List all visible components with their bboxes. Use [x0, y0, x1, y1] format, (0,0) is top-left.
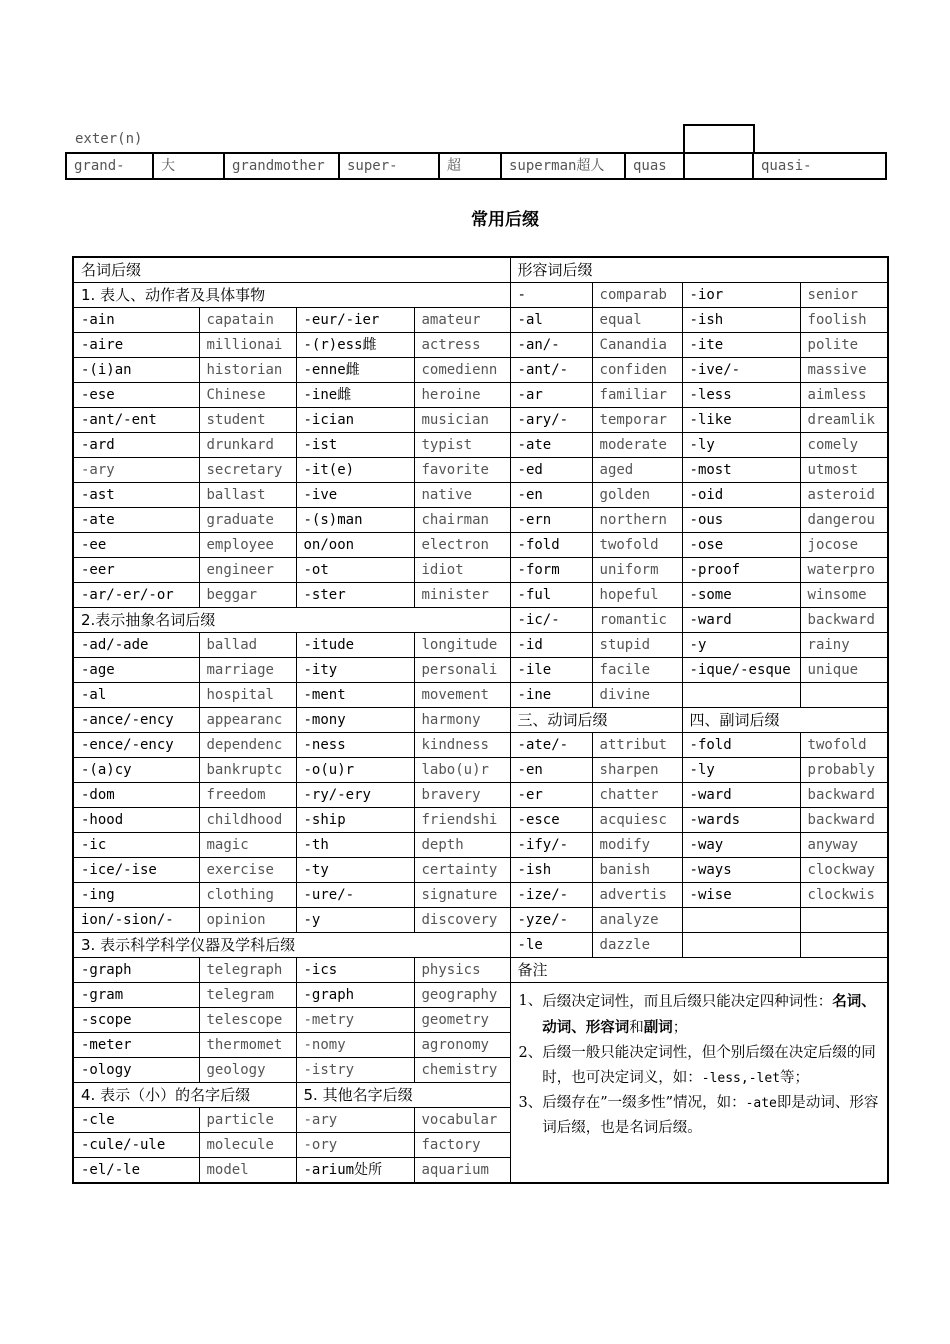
example-cell: harmony	[414, 708, 510, 733]
note-item	[519, 1091, 882, 1141]
example-cell: uniform	[592, 558, 682, 583]
suffix-cell: -way	[682, 833, 800, 858]
suffix-cell: -ary	[73, 458, 199, 483]
suffix-cell: -ad/-ade	[73, 633, 199, 658]
suffix-cell: -(i)an	[73, 358, 199, 383]
example-cell	[800, 933, 888, 958]
prefix-cell: quasi-	[753, 153, 886, 179]
meaning-cell: 超	[439, 153, 501, 179]
note-number: 2、	[518, 1045, 543, 1061]
adv-suffix-header: 四、副词后缀	[682, 708, 888, 733]
example-cell: drunkard	[199, 433, 296, 458]
suffix-cell: -ive/-	[682, 358, 800, 383]
suffix-cell: -ile	[510, 658, 592, 683]
suffix-cell: -form	[510, 558, 592, 583]
suffix-cell: -ite	[682, 333, 800, 358]
table-row	[73, 283, 888, 308]
example-cell: golden	[592, 483, 682, 508]
suffix-cell: -ot	[296, 558, 414, 583]
example-cell: student	[199, 408, 296, 433]
example-cell: molecule	[199, 1133, 296, 1158]
suffix-cell: -ior	[682, 283, 800, 308]
suffix-cell: -ly	[682, 433, 800, 458]
suffix-cell: -oid	[682, 483, 800, 508]
example-cell: rainy	[800, 633, 888, 658]
example-cell: movement	[414, 683, 510, 708]
example-cell: certainty	[414, 858, 510, 883]
suffix-cell: -ics	[296, 958, 414, 983]
suffix-cell: -id	[510, 633, 592, 658]
example-cell: facile	[592, 658, 682, 683]
example-cell: temporar	[592, 408, 682, 433]
example-cell: attribut	[592, 733, 682, 758]
example-cell: probably	[800, 758, 888, 783]
example-cell: magic	[199, 833, 296, 858]
suffix-cell: -graph	[296, 983, 414, 1008]
example-cell: familiar	[592, 383, 682, 408]
suffix-cell: on/oon	[296, 533, 414, 558]
table-row	[73, 308, 888, 333]
suffix-cell: -ward	[682, 783, 800, 808]
suffix-cell: -esce	[510, 808, 592, 833]
suffix-cell: -ways	[682, 858, 800, 883]
suffix-cell: -istry	[296, 1058, 414, 1083]
example-cell: idiot	[414, 558, 510, 583]
example-cell: labo(u)r	[414, 758, 510, 783]
example-cell: waterpro	[800, 558, 888, 583]
suffix-cell: -ese	[73, 383, 199, 408]
table-row	[73, 783, 888, 808]
suffix-cell: -ary	[296, 1108, 414, 1133]
suffix-cell: -ry/-ery	[296, 783, 414, 808]
suffix-cell: -fold	[510, 533, 592, 558]
example-cell: telescope	[199, 1008, 296, 1033]
empty-box-top	[683, 124, 755, 154]
suffix-cell: -ate	[73, 508, 199, 533]
suffix-cell: -wise	[682, 883, 800, 908]
example-cell: actress	[414, 333, 510, 358]
example-cell: geology	[199, 1058, 296, 1083]
suffix-cell: -ician	[296, 408, 414, 433]
example-cell: typist	[414, 433, 510, 458]
table-row	[73, 933, 888, 958]
suffix-cell: -ary/-	[510, 408, 592, 433]
table-row	[73, 808, 888, 833]
example-cell: bravery	[414, 783, 510, 808]
table-row	[73, 583, 888, 608]
example-cell: asteroid	[800, 483, 888, 508]
example-cell	[800, 683, 888, 708]
example-cell: personali	[414, 658, 510, 683]
note-text: 后缀一般只能决定词性，但个别后缀在决定后缀的同时，也可决定词义，如：-less,-let等；	[542, 1045, 876, 1086]
note-text: 后缀决定词性，而且后缀只能决定四种词性：名词、动词、形容词和副词；	[542, 993, 876, 1036]
example-cell: kindness	[414, 733, 510, 758]
example-cell: Chinese	[199, 383, 296, 408]
table-row	[73, 908, 888, 933]
suffix-cell: -ee	[73, 533, 199, 558]
example-cell: equal	[592, 308, 682, 333]
suffix-cell: -ic	[73, 833, 199, 858]
table-row	[73, 658, 888, 683]
example-cell: anyway	[800, 833, 888, 858]
example-cell: moderate	[592, 433, 682, 458]
table-row	[73, 683, 888, 708]
suffix-cell: -scope	[73, 1008, 199, 1033]
suffix-cell: -nomy	[296, 1033, 414, 1058]
suffix-cell: -le	[510, 933, 592, 958]
suffix-cell: -mony	[296, 708, 414, 733]
table-row	[73, 333, 888, 358]
suffix-cell: -like	[682, 408, 800, 433]
adj-suffix-header: 形容词后缀	[510, 257, 888, 283]
table-row	[73, 358, 888, 383]
example-cell: sharpen	[592, 758, 682, 783]
suffix-cell: -al	[510, 308, 592, 333]
example-cell: childhood	[199, 808, 296, 833]
suffix-cell: -ward	[682, 608, 800, 633]
example-cell: engineer	[199, 558, 296, 583]
suffix-cell: -ure/-	[296, 883, 414, 908]
top-prefix-table	[65, 152, 887, 180]
example-cell: longitude	[414, 633, 510, 658]
example-cell: geometry	[414, 1008, 510, 1033]
table-row	[73, 633, 888, 658]
suffix-cell: -ly	[682, 758, 800, 783]
example-cell: agronomy	[414, 1033, 510, 1058]
suffix-cell: -ist	[296, 433, 414, 458]
section-header: 3. 表示科学科学仪器及学科后缀	[73, 933, 510, 958]
example-cell: vocabular	[414, 1108, 510, 1133]
table-row	[73, 883, 888, 908]
example-cell: particle	[199, 1108, 296, 1133]
suffix-cell: -ology	[73, 1058, 199, 1083]
example-cell: ballast	[199, 483, 296, 508]
suffix-cell: -(a)cy	[73, 758, 199, 783]
note-number: 1、	[518, 993, 543, 1009]
suffix-cell: -ar	[510, 383, 592, 408]
suffix-cell: -graph	[73, 958, 199, 983]
suffix-cell: -less	[682, 383, 800, 408]
example-cell: clothing	[199, 883, 296, 908]
suffix-cell: -ine雌	[296, 383, 414, 408]
example-cell: chairman	[414, 508, 510, 533]
example-cell: amateur	[414, 308, 510, 333]
table-row	[73, 408, 888, 433]
suffix-cell: -en	[510, 758, 592, 783]
example-cell: telegram	[199, 983, 296, 1008]
suffix-cell: -ate	[510, 433, 592, 458]
table-row	[73, 257, 888, 283]
example-cell: twofold	[800, 733, 888, 758]
suffix-cell: -ed	[510, 458, 592, 483]
suffix-cell: -ant/-	[510, 358, 592, 383]
suffix-cell: -ence/-ency	[73, 733, 199, 758]
table-row	[73, 433, 888, 458]
example-cell: comparab	[592, 283, 682, 308]
table-row	[73, 708, 888, 733]
suffix-cell: -meter	[73, 1033, 199, 1058]
table-row	[73, 833, 888, 858]
suffix-cell: -el/-le	[73, 1158, 199, 1184]
suffix-cell: -it(e)	[296, 458, 414, 483]
example-cell: thermomet	[199, 1033, 296, 1058]
example-cell	[800, 908, 888, 933]
suffix-cell: -ard	[73, 433, 199, 458]
suffix-cell: -ern	[510, 508, 592, 533]
suffix-cell	[682, 933, 800, 958]
example-cell: backward	[800, 783, 888, 808]
example-cell: comedienn	[414, 358, 510, 383]
suffix-cell: -ose	[682, 533, 800, 558]
example-cell: employee	[199, 533, 296, 558]
example-cell: chatter	[592, 783, 682, 808]
example-cell: geography	[414, 983, 510, 1008]
table-row	[73, 508, 888, 533]
suffix-cell: -ness	[296, 733, 414, 758]
example-cell: backward	[800, 808, 888, 833]
suffix-cell	[682, 908, 800, 933]
example-cell: friendshi	[414, 808, 510, 833]
section-header: 2.表示抽象名词后缀	[73, 608, 510, 633]
suffix-cell: -an/-	[510, 333, 592, 358]
example-cell: analyze	[592, 908, 682, 933]
suffix-cell: -ive	[296, 483, 414, 508]
suffix-cell: -ous	[682, 508, 800, 533]
example-cell: telegraph	[199, 958, 296, 983]
suffix-cell: -ic/-	[510, 608, 592, 633]
example-cell: jocose	[800, 533, 888, 558]
section-header: 1. 表人、动作者及具体事物	[73, 283, 510, 308]
suffix-cell: -arium处所	[296, 1158, 414, 1184]
example-cell: winsome	[800, 583, 888, 608]
note-item	[519, 1041, 882, 1091]
suffix-cell: -ory	[296, 1133, 414, 1158]
suffix-cell: -ate/-	[510, 733, 592, 758]
suffix-cell: -most	[682, 458, 800, 483]
suffix-cell: -ast	[73, 483, 199, 508]
example-cell: freedom	[199, 783, 296, 808]
exter-fragment: exter(n)	[75, 131, 143, 147]
example-cell: advertis	[592, 883, 682, 908]
suffix-cell: ion/-sion/-	[73, 908, 199, 933]
suffix-cell: -metry	[296, 1008, 414, 1033]
example-cell: confiden	[592, 358, 682, 383]
prefix-cell: super-	[339, 153, 439, 179]
suffix-cell: -ize/-	[510, 883, 592, 908]
example-cell: physics	[414, 958, 510, 983]
table-row	[73, 858, 888, 883]
suffix-cell: -hood	[73, 808, 199, 833]
suffix-cell: -en	[510, 483, 592, 508]
suffix-cell: -ant/-ent	[73, 408, 199, 433]
suffix-cell: -ice/-ise	[73, 858, 199, 883]
suffix-cell: -yze/-	[510, 908, 592, 933]
example-cell: acquiesc	[592, 808, 682, 833]
suffix-cell: -ify/-	[510, 833, 592, 858]
note-number: 3、	[518, 1095, 543, 1111]
example-cell: marriage	[199, 658, 296, 683]
suffix-cell: -o(u)r	[296, 758, 414, 783]
table-row	[73, 458, 888, 483]
suffix-cell: -ar/-er/-or	[73, 583, 199, 608]
note-text: 后缀存在”一缀多性”情况，如：-ate即是动词、形容词后缀，也是名词后缀。	[542, 1095, 879, 1136]
example-cell: aimless	[800, 383, 888, 408]
table-row	[73, 983, 888, 1008]
suffix-cell: -dom	[73, 783, 199, 808]
example-cell: dependenc	[199, 733, 296, 758]
suffix-cell: -th	[296, 833, 414, 858]
suffix-cell: -enne雌	[296, 358, 414, 383]
prefix-cell: grand-	[66, 153, 153, 179]
example-cell: electron	[414, 533, 510, 558]
section-header: 4. 表示（小）的名字后缀	[73, 1083, 296, 1108]
table-row	[73, 533, 888, 558]
suffix-cell: -aire	[73, 333, 199, 358]
example-cell: depth	[414, 833, 510, 858]
meaning-cell: 大	[153, 153, 224, 179]
example-cell: minister	[414, 583, 510, 608]
suffix-cell: -al	[73, 683, 199, 708]
note-item	[519, 989, 882, 1041]
suffix-cell: -ship	[296, 808, 414, 833]
example-cell: heroine	[414, 383, 510, 408]
example-cell: divine	[592, 683, 682, 708]
example-cell: secretary	[199, 458, 296, 483]
example-cell: stupid	[592, 633, 682, 658]
suffix-cell: -ity	[296, 658, 414, 683]
suffix-cell: -itude	[296, 633, 414, 658]
prefix-cell: quas	[625, 153, 684, 179]
example-cell: favorite	[414, 458, 510, 483]
example-cell: discovery	[414, 908, 510, 933]
suffix-cell	[682, 683, 800, 708]
example-cell: bankruptc	[199, 758, 296, 783]
page-title: 常用后缀	[471, 210, 539, 230]
suffix-cell: -	[510, 283, 592, 308]
table-row	[73, 383, 888, 408]
table-row	[73, 733, 888, 758]
example-cell: musician	[414, 408, 510, 433]
empty-cell	[684, 153, 753, 179]
suffix-cell: -ique/-esque	[682, 658, 800, 683]
example-cell: aged	[592, 458, 682, 483]
example-cell: backward	[800, 608, 888, 633]
example-cell: foolish	[800, 308, 888, 333]
example-cell: senior	[800, 283, 888, 308]
example-cell: hospital	[199, 683, 296, 708]
example-cell: beggar	[199, 583, 296, 608]
table-row	[73, 558, 888, 583]
example-cell: signature	[414, 883, 510, 908]
suffix-cell: -ine	[510, 683, 592, 708]
section-header: 5. 其他名字后缀	[296, 1083, 510, 1108]
example-cell: historian	[199, 358, 296, 383]
suffix-cell: -age	[73, 658, 199, 683]
notes-header: 备注	[510, 958, 888, 983]
example-cell: romantic	[592, 608, 682, 633]
suffix-cell: -eur/-ier	[296, 308, 414, 333]
example-cell: dangerou	[800, 508, 888, 533]
suffix-cell: -gram	[73, 983, 199, 1008]
suffix-cell: -ance/-ency	[73, 708, 199, 733]
example-cell: aquarium	[414, 1158, 510, 1184]
suffix-cell: -y	[682, 633, 800, 658]
example-cell: appearanc	[199, 708, 296, 733]
suffix-cell: -ster	[296, 583, 414, 608]
example-cell: model	[199, 1158, 296, 1184]
example-cell: factory	[414, 1133, 510, 1158]
example-cell: utmost	[800, 458, 888, 483]
example-cell: native	[414, 483, 510, 508]
example-cell: superman超人	[501, 153, 625, 179]
example-cell: chemistry	[414, 1058, 510, 1083]
top-prefix-row	[66, 153, 886, 179]
suffix-cell: -y	[296, 908, 414, 933]
table-row	[73, 758, 888, 783]
example-cell: dazzle	[592, 933, 682, 958]
example-cell: polite	[800, 333, 888, 358]
suffix-cell: -fold	[682, 733, 800, 758]
example-cell: grandmother	[224, 153, 339, 179]
example-cell: ballad	[199, 633, 296, 658]
suffix-cell: -proof	[682, 558, 800, 583]
suffix-cell: -(r)ess雌	[296, 333, 414, 358]
suffix-cell: -some	[682, 583, 800, 608]
example-cell: clockway	[800, 858, 888, 883]
notes-cell	[510, 983, 888, 1184]
example-cell: modify	[592, 833, 682, 858]
suffix-cell: -ish	[682, 308, 800, 333]
example-cell: Canandia	[592, 333, 682, 358]
suffix-cell: -(s)man	[296, 508, 414, 533]
example-cell: northern	[592, 508, 682, 533]
example-cell: unique	[800, 658, 888, 683]
suffix-cell: -ain	[73, 308, 199, 333]
suffix-cell: -er	[510, 783, 592, 808]
suffix-cell: -ment	[296, 683, 414, 708]
example-cell: massive	[800, 358, 888, 383]
example-cell: capatain	[199, 308, 296, 333]
noun-suffix-header: 名词后缀	[73, 257, 510, 283]
example-cell: exercise	[199, 858, 296, 883]
example-cell: graduate	[199, 508, 296, 533]
verb-suffix-header: 三、动词后缀	[510, 708, 682, 733]
suffix-cell: -eer	[73, 558, 199, 583]
example-cell: comely	[800, 433, 888, 458]
suffix-cell: -wards	[682, 808, 800, 833]
example-cell: twofold	[592, 533, 682, 558]
example-cell: clockwis	[800, 883, 888, 908]
suffix-cell: -ing	[73, 883, 199, 908]
table-row	[73, 608, 888, 633]
suffix-table	[72, 256, 889, 1184]
example-cell: dreamlik	[800, 408, 888, 433]
suffix-cell: -ish	[510, 858, 592, 883]
example-cell: hopeful	[592, 583, 682, 608]
suffix-cell: -cle	[73, 1108, 199, 1133]
table-row	[73, 483, 888, 508]
suffix-cell: -ty	[296, 858, 414, 883]
example-cell: banish	[592, 858, 682, 883]
suffix-cell: -ful	[510, 583, 592, 608]
table-row	[73, 958, 888, 983]
suffix-cell: -cule/-ule	[73, 1133, 199, 1158]
example-cell: opinion	[199, 908, 296, 933]
example-cell: millionai	[199, 333, 296, 358]
